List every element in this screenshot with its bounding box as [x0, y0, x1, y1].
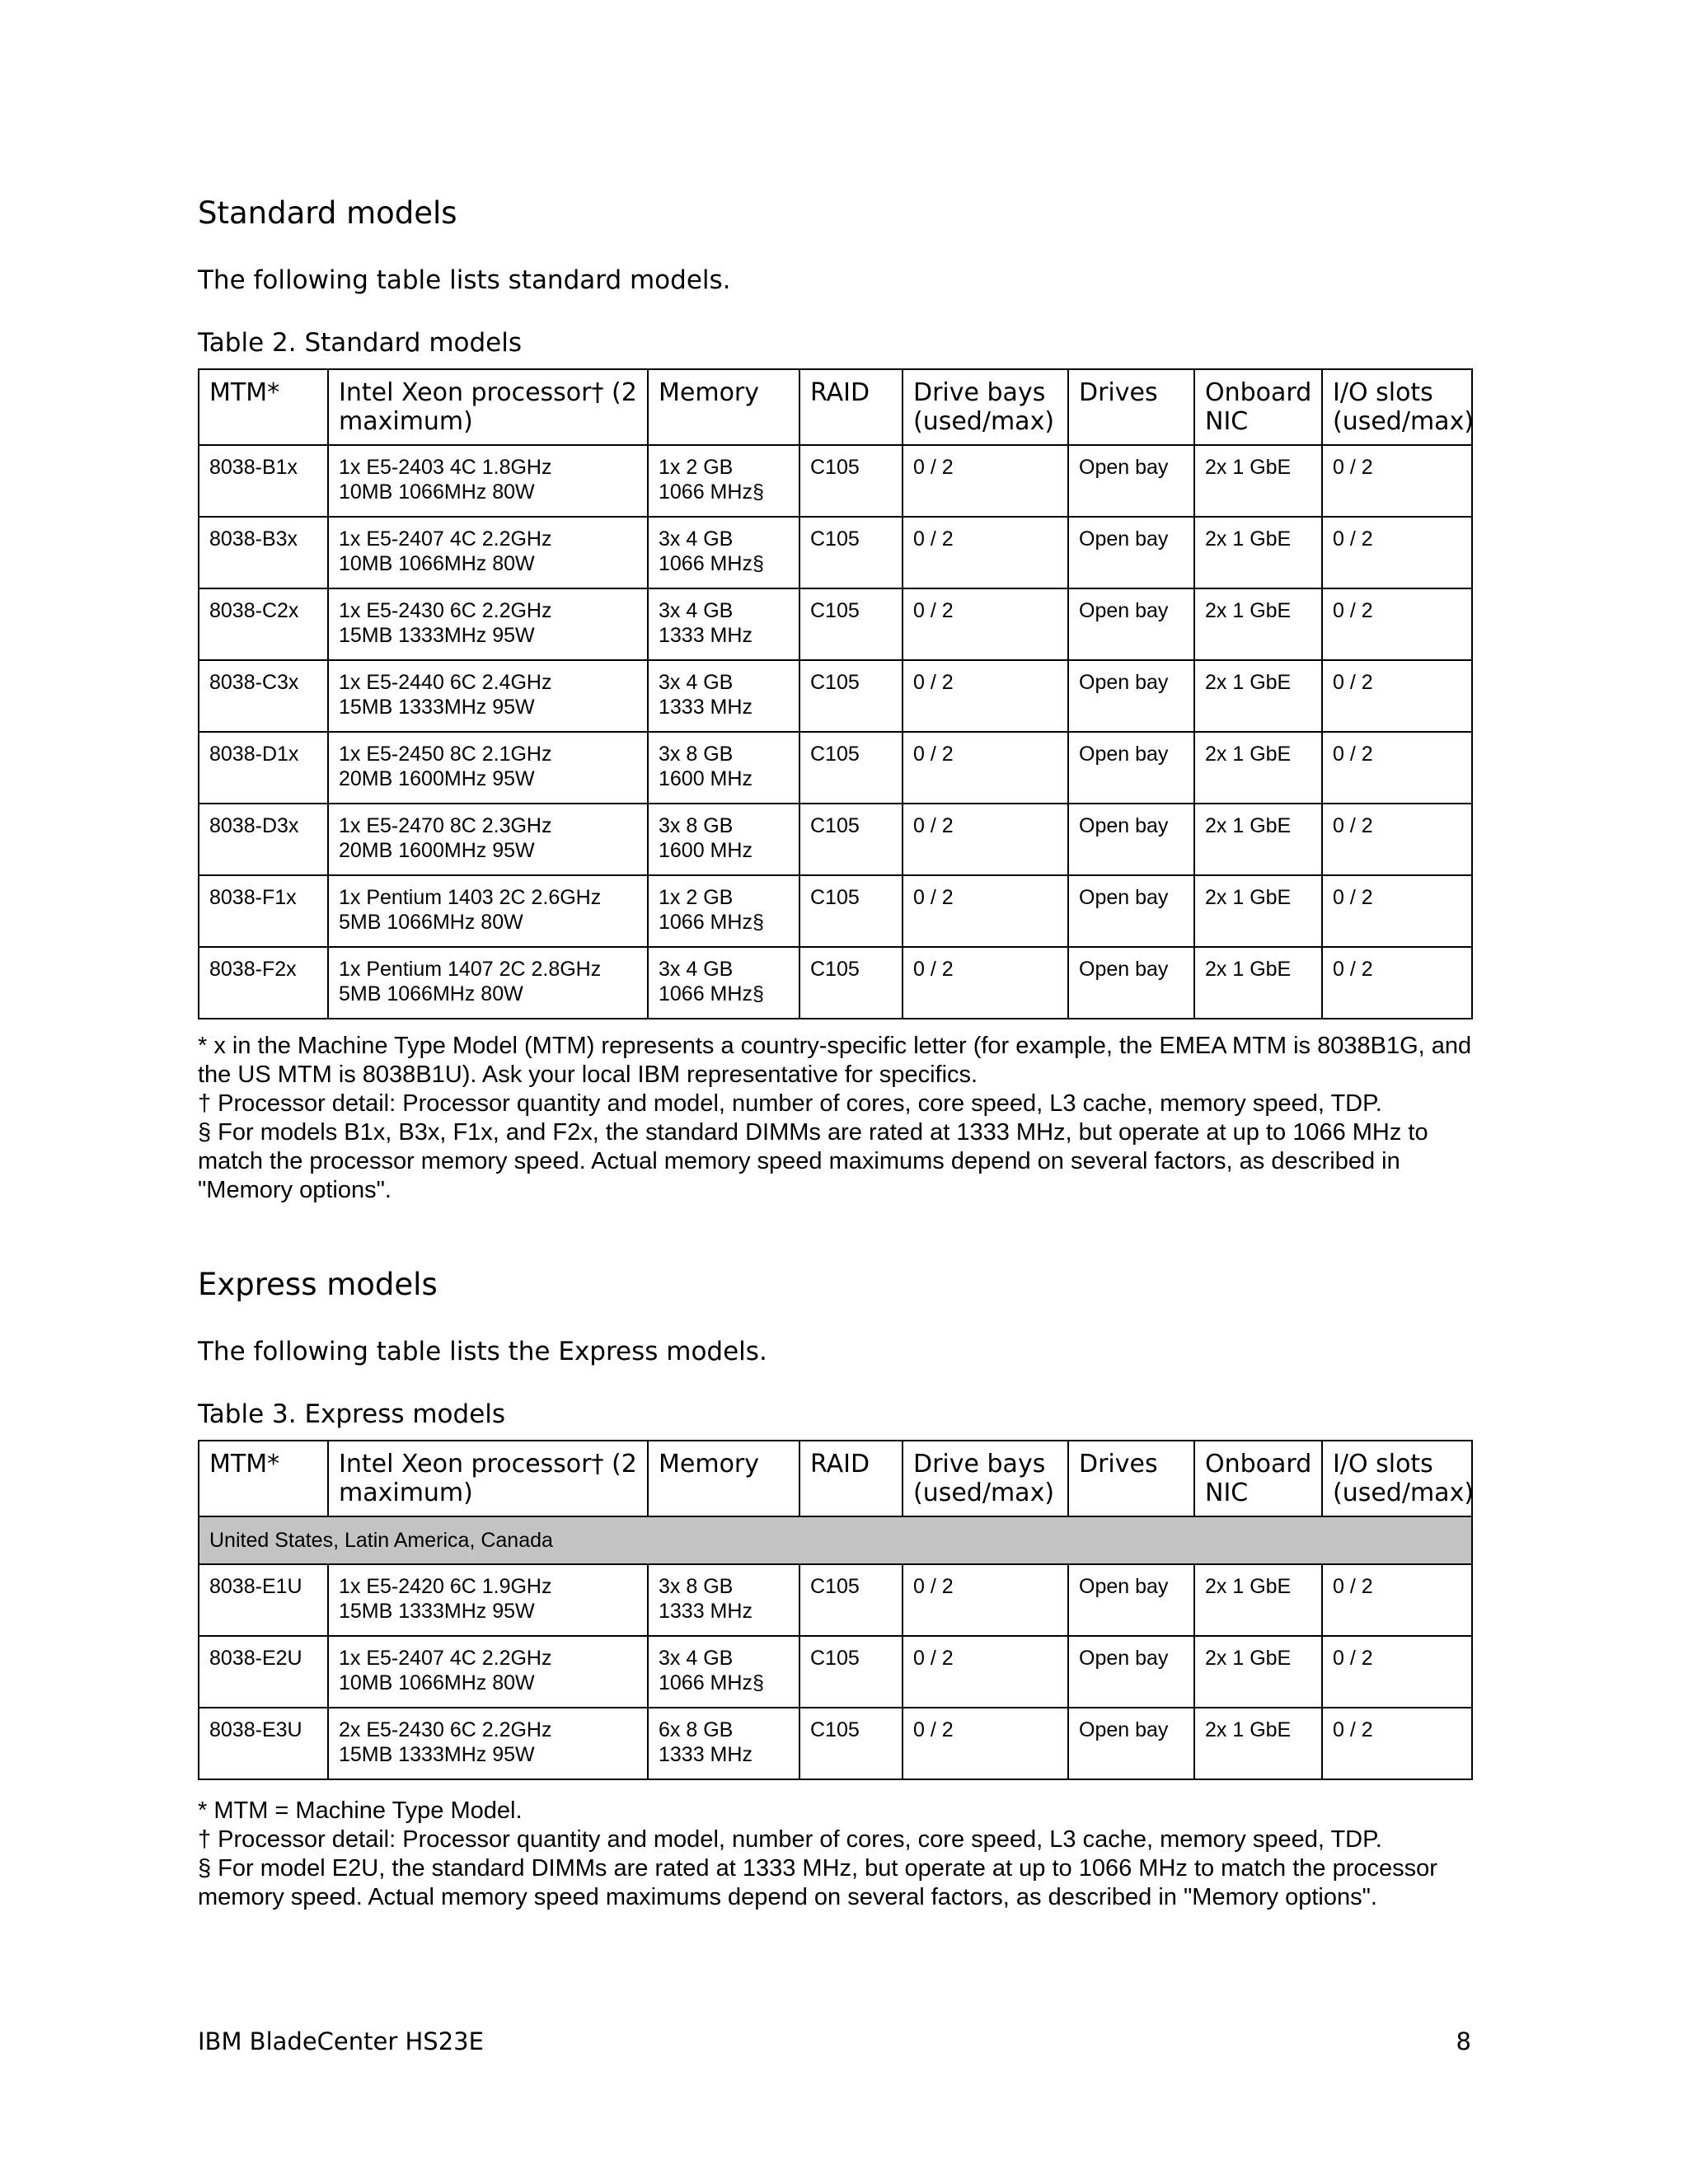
cell-drives: Open bay: [1068, 660, 1194, 732]
cell-raid: C105: [799, 445, 903, 517]
cell-memory: 6x 8 GB 1333 MHz: [648, 1708, 799, 1779]
cell-drive-bays: 0 / 2: [903, 947, 1068, 1019]
table-row: [199, 445, 1472, 517]
cell-onboard-nic: 2x 1 GbE: [1194, 1564, 1322, 1636]
cell-drive-bays: 0 / 2: [903, 732, 1068, 804]
cell-processor: 1x E5-2430 6C 2.2GHz 15MB 1333MHz 95W: [328, 588, 648, 660]
cell-memory: 3x 4 GB 1066 MHz§: [648, 947, 799, 1019]
cell-onboard-nic: 2x 1 GbE: [1194, 517, 1322, 588]
table-row: [199, 804, 1472, 875]
cell-io-slots: 0 / 2: [1322, 804, 1472, 875]
cell-onboard-nic: 2x 1 GbE: [1194, 1636, 1322, 1708]
column-header-onboard-nic: Onboard NIC: [1194, 369, 1322, 445]
cell-mtm: 8038-D1x: [199, 732, 328, 804]
cell-raid: C105: [799, 1636, 903, 1708]
cell-raid: C105: [799, 804, 903, 875]
cell-processor: 1x E5-2470 8C 2.3GHz 20MB 1600MHz 95W: [328, 804, 648, 875]
column-header-onboard-nic: Onboard NIC: [1194, 1441, 1322, 1516]
cell-drive-bays: 0 / 2: [903, 1708, 1068, 1779]
cell-processor: 1x Pentium 1403 2C 2.6GHz 5MB 1066MHz 80W: [328, 875, 648, 947]
cell-mtm: 8038-F1x: [199, 875, 328, 947]
cell-onboard-nic: 2x 1 GbE: [1194, 588, 1322, 660]
cell-raid: C105: [799, 1708, 903, 1779]
column-header-drives: Drives: [1068, 369, 1194, 445]
cell-drive-bays: 0 / 2: [903, 1564, 1068, 1636]
cell-processor: 1x E5-2407 4C 2.2GHz 10MB 1066MHz 80W: [328, 517, 648, 588]
cell-mtm: 8038-E2U: [199, 1636, 328, 1708]
cell-drives: Open bay: [1068, 875, 1194, 947]
cell-raid: C105: [799, 732, 903, 804]
cell-mtm: 8038-D3x: [199, 804, 328, 875]
column-header-memory: Memory: [648, 1441, 799, 1516]
cell-raid: C105: [799, 875, 903, 947]
cell-onboard-nic: 2x 1 GbE: [1194, 445, 1322, 517]
cell-mtm: 8038-B3x: [199, 517, 328, 588]
cell-onboard-nic: 2x 1 GbE: [1194, 732, 1322, 804]
table-2-caption: Table 2. Standard models: [198, 328, 523, 358]
cell-drive-bays: 0 / 2: [903, 588, 1068, 660]
cell-drives: Open bay: [1068, 804, 1194, 875]
column-header-raid: RAID: [799, 369, 903, 445]
region-label: United States, Latin America, Canada: [199, 1516, 1472, 1564]
table-row: [199, 1564, 1472, 1636]
cell-processor: 1x E5-2407 4C 2.2GHz 10MB 1066MHz 80W: [328, 1636, 648, 1708]
cell-io-slots: 0 / 2: [1322, 947, 1472, 1019]
standard-models-intro: The following table lists standard models.: [198, 265, 731, 295]
column-header-mtm: MTM*: [199, 369, 328, 445]
cell-processor: 2x E5-2430 6C 2.2GHz 15MB 1333MHz 95W: [328, 1708, 648, 1779]
cell-io-slots: 0 / 2: [1322, 1564, 1472, 1636]
column-header-drive-bays: Drive bays (used/max): [903, 1441, 1068, 1516]
cell-drive-bays: 0 / 2: [903, 875, 1068, 947]
cell-drives: Open bay: [1068, 517, 1194, 588]
cell-mtm: 8038-C2x: [199, 588, 328, 660]
cell-memory: 3x 4 GB 1066 MHz§: [648, 517, 799, 588]
cell-memory: 3x 8 GB 1600 MHz: [648, 732, 799, 804]
cell-mtm: 8038-B1x: [199, 445, 328, 517]
column-header-drive-bays: Drive bays (used/max): [903, 369, 1068, 445]
cell-mtm: 8038-C3x: [199, 660, 328, 732]
standard-models-table: [198, 368, 1473, 1019]
cell-drives: Open bay: [1068, 1564, 1194, 1636]
table-3-caption: Table 3. Express models: [198, 1399, 506, 1429]
cell-drives: Open bay: [1068, 1708, 1194, 1779]
cell-memory: 3x 8 GB 1600 MHz: [648, 804, 799, 875]
cell-drive-bays: 0 / 2: [903, 804, 1068, 875]
cell-mtm: 8038-E3U: [199, 1708, 328, 1779]
footnote-mtm: * x in the Machine Type Model (MTM) represents a country-specific letter (for example, the EMEA MTM is 8038B1G, and the US MTM is 8038B1U). Ask your local IBM representative for specifics.: [198, 1033, 1472, 1088]
cell-io-slots: 0 / 2: [1322, 1636, 1472, 1708]
cell-memory: 3x 8 GB 1333 MHz: [648, 1564, 799, 1636]
cell-onboard-nic: 2x 1 GbE: [1194, 875, 1322, 947]
cell-drives: Open bay: [1068, 732, 1194, 804]
table-row: [199, 947, 1472, 1019]
cell-drives: Open bay: [1068, 1636, 1194, 1708]
cell-processor: 1x E5-2440 6C 2.4GHz 15MB 1333MHz 95W: [328, 660, 648, 732]
footnote-memory: § For models B1x, B3x, F1x, and F2x, the standard DIMMs are rated at 1333 MHz, but operate at up to 1066 MHz to match the processor memory speed. Actual memory speed maximums depend on several factors, as described in "Memory options".: [198, 1119, 1428, 1203]
cell-raid: C105: [799, 947, 903, 1019]
cell-memory: 3x 4 GB 1333 MHz: [648, 588, 799, 660]
express-models-intro: The following table lists the Express models.: [198, 1337, 767, 1366]
table-row: [199, 1636, 1472, 1708]
table-row: [199, 1708, 1472, 1779]
cell-io-slots: 0 / 2: [1322, 875, 1472, 947]
cell-mtm: 8038-F2x: [199, 947, 328, 1019]
table-header-row: [199, 369, 1472, 445]
page-number: 8: [1456, 2027, 1471, 2055]
cell-drives: Open bay: [1068, 588, 1194, 660]
cell-onboard-nic: 2x 1 GbE: [1194, 660, 1322, 732]
standard-table-body: [199, 445, 1472, 1019]
column-header-raid: RAID: [799, 1441, 903, 1516]
cell-onboard-nic: 2x 1 GbE: [1194, 804, 1322, 875]
cell-processor: 1x Pentium 1407 2C 2.8GHz 5MB 1066MHz 80W: [328, 947, 648, 1019]
table-row: [199, 660, 1472, 732]
cell-drives: Open bay: [1068, 947, 1194, 1019]
cell-drive-bays: 0 / 2: [903, 517, 1068, 588]
page-footer: [198, 2027, 1471, 2055]
table-row: [199, 732, 1472, 804]
cell-processor: 1x E5-2450 8C 2.1GHz 20MB 1600MHz 95W: [328, 732, 648, 804]
cell-drives: Open bay: [1068, 445, 1194, 517]
express-table-notes: [198, 1797, 1484, 1912]
column-header-memory: Memory: [648, 369, 799, 445]
footnote-processor: † Processor detail: Processor quantity and model, number of cores, core speed, L3 cache, memory speed, TDP.: [198, 1090, 1382, 1117]
cell-raid: C105: [799, 660, 903, 732]
table-row: [199, 588, 1472, 660]
cell-drive-bays: 0 / 2: [903, 445, 1068, 517]
footnote-memory: § For model E2U, the standard DIMMs are rated at 1333 MHz, but operate at up to 1066 MHz to match the processor memory speed. Actual memory speed maximums depend on several factors, as described in "Memory options".: [198, 1855, 1437, 1910]
cell-io-slots: 0 / 2: [1322, 1708, 1472, 1779]
region-row: [199, 1516, 1472, 1564]
cell-memory: 3x 4 GB 1333 MHz: [648, 660, 799, 732]
column-header-processor: Intel Xeon processor† (2 maximum): [328, 369, 648, 445]
footnote-mtm: * MTM = Machine Type Model.: [198, 1797, 523, 1824]
cell-onboard-nic: 2x 1 GbE: [1194, 1708, 1322, 1779]
column-header-processor: Intel Xeon processor† (2 maximum): [328, 1441, 648, 1516]
cell-mtm: 8038-E1U: [199, 1564, 328, 1636]
standard-models-heading: Standard models: [198, 195, 457, 231]
cell-processor: 1x E5-2420 6C 1.9GHz 15MB 1333MHz 95W: [328, 1564, 648, 1636]
cell-raid: C105: [799, 588, 903, 660]
column-header-io-slots: I/O slots (used/max): [1322, 369, 1472, 445]
cell-onboard-nic: 2x 1 GbE: [1194, 947, 1322, 1019]
table-header-row: [199, 1441, 1472, 1516]
cell-memory: 1x 2 GB 1066 MHz§: [648, 445, 799, 517]
cell-io-slots: 0 / 2: [1322, 588, 1472, 660]
cell-io-slots: 0 / 2: [1322, 517, 1472, 588]
express-models-heading: Express models: [198, 1267, 438, 1302]
table-row: [199, 517, 1472, 588]
footnote-processor: † Processor detail: Processor quantity and model, number of cores, core speed, L3 cache, memory speed, TDP.: [198, 1826, 1382, 1853]
column-header-mtm: MTM*: [199, 1441, 328, 1516]
cell-raid: C105: [799, 1564, 903, 1636]
footer-title: IBM BladeCenter HS23E: [198, 2027, 484, 2055]
cell-drive-bays: 0 / 2: [903, 660, 1068, 732]
cell-memory: 1x 2 GB 1066 MHz§: [648, 875, 799, 947]
cell-io-slots: 0 / 2: [1322, 660, 1472, 732]
table-row: [199, 875, 1472, 947]
cell-raid: C105: [799, 517, 903, 588]
cell-io-slots: 0 / 2: [1322, 732, 1472, 804]
column-header-io-slots: I/O slots (used/max): [1322, 1441, 1472, 1516]
express-table-body: [199, 1516, 1472, 1779]
standard-table-notes: [198, 1032, 1484, 1205]
column-header-drives: Drives: [1068, 1441, 1194, 1516]
cell-memory: 3x 4 GB 1066 MHz§: [648, 1636, 799, 1708]
express-models-table: [198, 1440, 1473, 1780]
cell-processor: 1x E5-2403 4C 1.8GHz 10MB 1066MHz 80W: [328, 445, 648, 517]
cell-drive-bays: 0 / 2: [903, 1636, 1068, 1708]
cell-io-slots: 0 / 2: [1322, 445, 1472, 517]
